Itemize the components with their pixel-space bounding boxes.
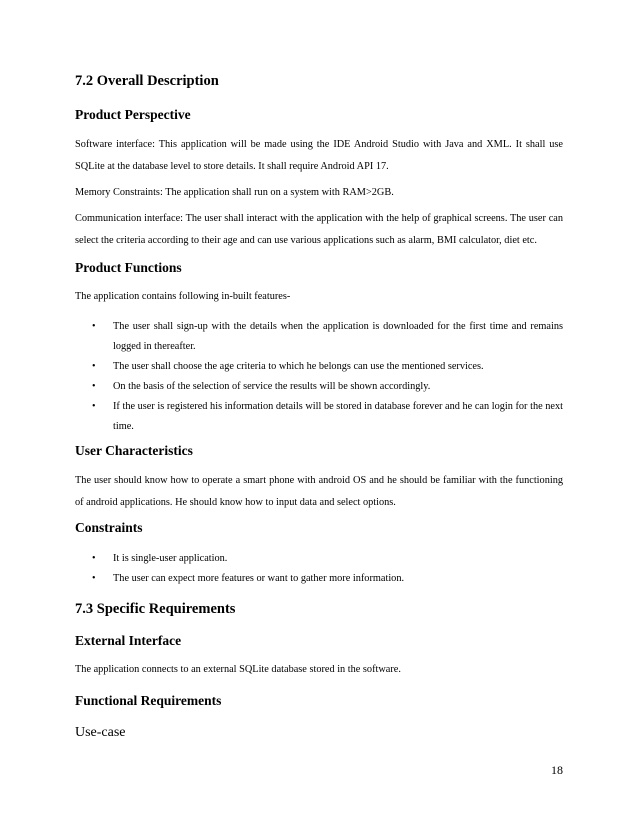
bullet-icon: • <box>92 321 96 332</box>
section-heading-overall-description: 7.2 Overall Description <box>75 73 219 89</box>
list-item <box>75 397 563 437</box>
paragraph-memory-constraints: Memory Constraints: The application shall run on a system with RAM>2GB. <box>75 187 394 198</box>
list-item <box>75 377 563 397</box>
bullet-icon: • <box>92 553 96 564</box>
bullet-icon: • <box>92 573 96 584</box>
bullet-icon: • <box>92 381 96 392</box>
list-item-text: The user shall sign-up with the details when the application is downloaded for the first time and remains logged in thereafter. <box>113 321 563 352</box>
list-item <box>75 549 563 569</box>
list-item <box>75 569 563 589</box>
paragraph-communication-interface: Communication interface: The user shall interact with the application with the help of graphical screens. The user can select the criteria according to their age and can use various applications such as alarm, BMI calculator, diet etc. <box>75 213 563 246</box>
paragraph-software-interface: Software interface: This application will be made using the IDE Android Studio with Java and XML. It shall use SQLite at the database level to store details. It shall require Android API 17. <box>75 139 563 172</box>
heading-external-interface: External Interface <box>75 633 182 648</box>
list-item <box>75 317 563 357</box>
heading-functional-requirements: Functional Requirements <box>75 693 222 708</box>
heading-product-perspective: Product Perspective <box>75 107 191 122</box>
list-item-text: If the user is registered his information details will be stored in database forever and he can login for the next time. <box>113 401 563 432</box>
list-item-text: On the basis of the selection of service the results will be shown accordingly. <box>113 381 431 392</box>
heading-constraints: Constraints <box>75 520 143 535</box>
heading-product-functions: Product Functions <box>75 260 182 275</box>
bullet-icon: • <box>92 401 96 412</box>
page-number: 18 <box>551 763 563 777</box>
list-item-text: It is single-user application. <box>113 553 228 564</box>
product-functions-list <box>75 317 563 437</box>
list-item-text: The user can expect more features or want to gather more information. <box>113 573 405 584</box>
list-item-text: The user shall choose the age criteria to which he belongs can use the mentioned services. <box>113 361 484 372</box>
paragraph-user-characteristics: The user should know how to operate a smart phone with android OS and he should be familiar with the functioning of android applications. He should know how to input data and select options. <box>75 475 563 508</box>
list-item <box>75 357 563 377</box>
heading-user-characteristics: User Characteristics <box>75 443 193 458</box>
bullet-icon: • <box>92 361 96 372</box>
paragraph-external-interface: The application connects to an external SQLite database stored in the software. <box>75 664 401 675</box>
constraints-list <box>75 549 563 589</box>
text-use-case: Use-case <box>75 725 126 740</box>
paragraph-features-intro: The application contains following in-built features- <box>75 291 291 302</box>
section-heading-specific-requirements: 7.3 Specific Requirements <box>75 601 236 617</box>
